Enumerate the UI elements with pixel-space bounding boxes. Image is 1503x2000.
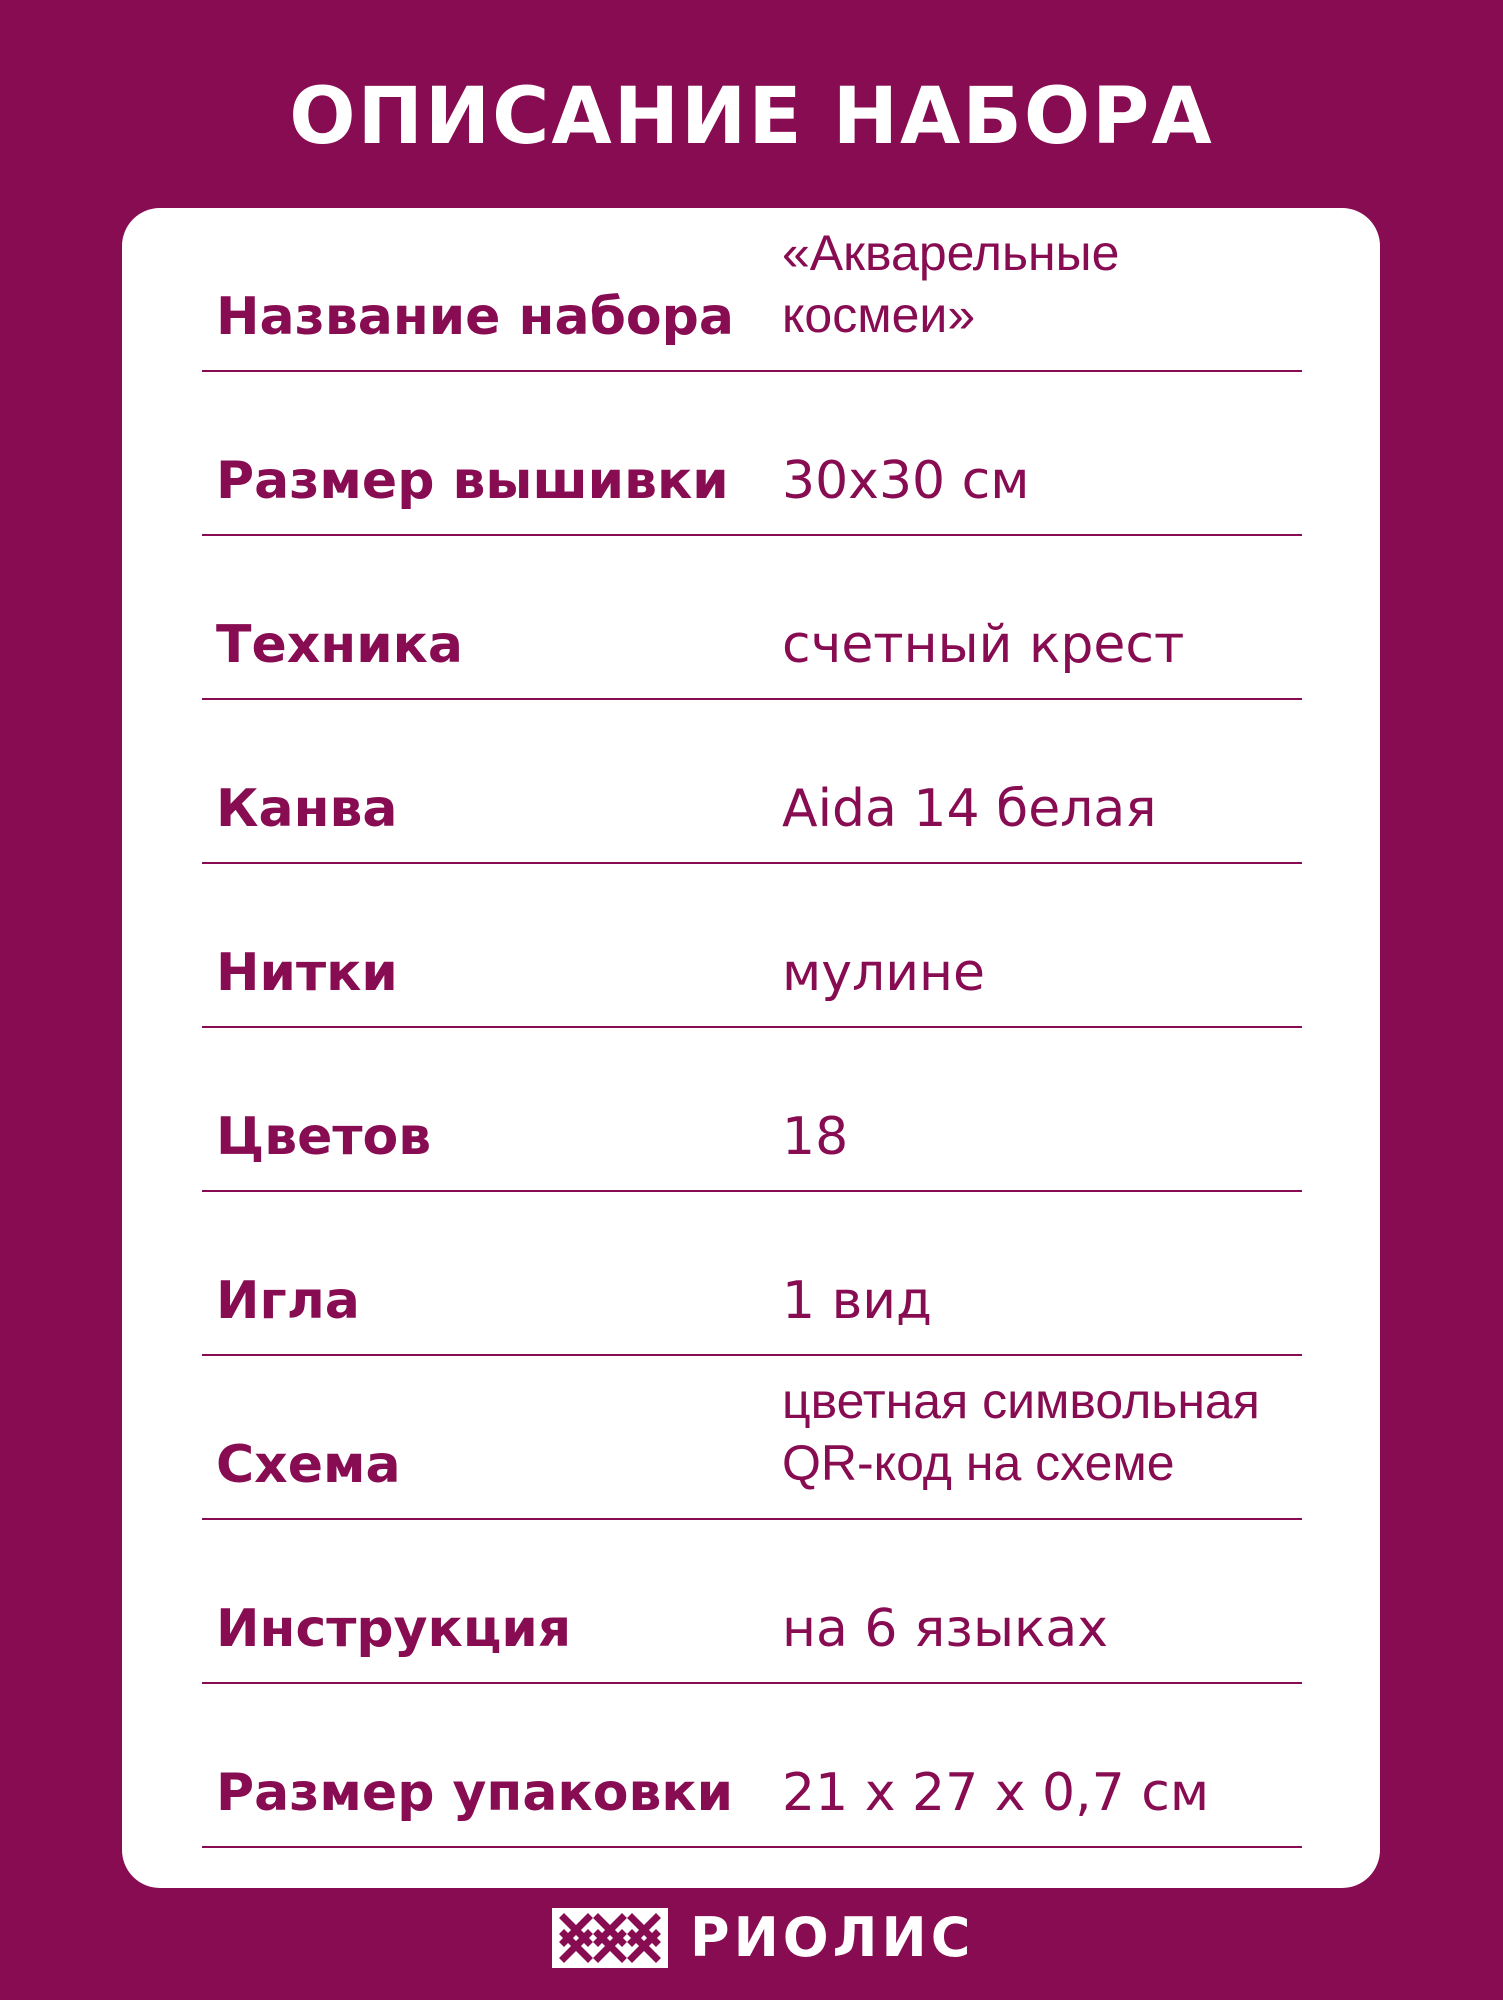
brand-footer (552, 1908, 974, 1968)
spec-label: Название набора (216, 286, 734, 347)
spec-row-threads (202, 864, 1302, 1028)
spec-value: на 6 языках (782, 1598, 1109, 1659)
spec-value-line: «Акварельные (782, 225, 1120, 281)
spec-row-embroidery-size (202, 372, 1302, 536)
brand-name: РИОЛИС (690, 1906, 975, 1969)
spec-row-needle (202, 1192, 1302, 1356)
spec-label: Схема (216, 1434, 401, 1495)
spec-label: Инструкция (216, 1598, 572, 1659)
spec-row-kit-name (202, 208, 1302, 372)
spec-value: мулине (782, 942, 986, 1003)
riolis-logo-icon (552, 1908, 668, 1968)
spec-row-colors (202, 1028, 1302, 1192)
spec-value (782, 222, 1119, 346)
spec-row-instructions (202, 1520, 1302, 1684)
spec-value (782, 1370, 1260, 1494)
spec-label: Нитки (216, 942, 398, 1003)
spec-value-line: QR-код на схеме (782, 1435, 1175, 1491)
spec-label: Размер вышивки (216, 450, 729, 511)
spec-row-scheme (202, 1356, 1302, 1520)
spec-row-canvas (202, 700, 1302, 864)
spec-label: Техника (216, 614, 464, 675)
spec-value: счетный крест (782, 614, 1185, 675)
spec-value: 1 вид (782, 1270, 933, 1331)
spec-row-technique (202, 536, 1302, 700)
spec-value: 18 (782, 1106, 849, 1167)
page-title: ОПИСАНИЕ НАБОРА (289, 72, 1214, 162)
spec-value: 21 х 27 х 0,7 см (782, 1762, 1210, 1823)
spec-label: Размер упаковки (216, 1762, 734, 1823)
spec-label: Цветов (216, 1106, 432, 1167)
specs-card (122, 208, 1380, 1888)
spec-label: Канва (216, 778, 398, 839)
spec-value: 30х30 см (782, 450, 1030, 511)
spec-label: Игла (216, 1270, 360, 1331)
spec-value-line: цветная символьная (782, 1373, 1260, 1429)
spec-row-package-size (202, 1684, 1302, 1848)
spec-value-line: космеи» (782, 287, 976, 343)
spec-value: Aida 14 белая (782, 778, 1157, 839)
